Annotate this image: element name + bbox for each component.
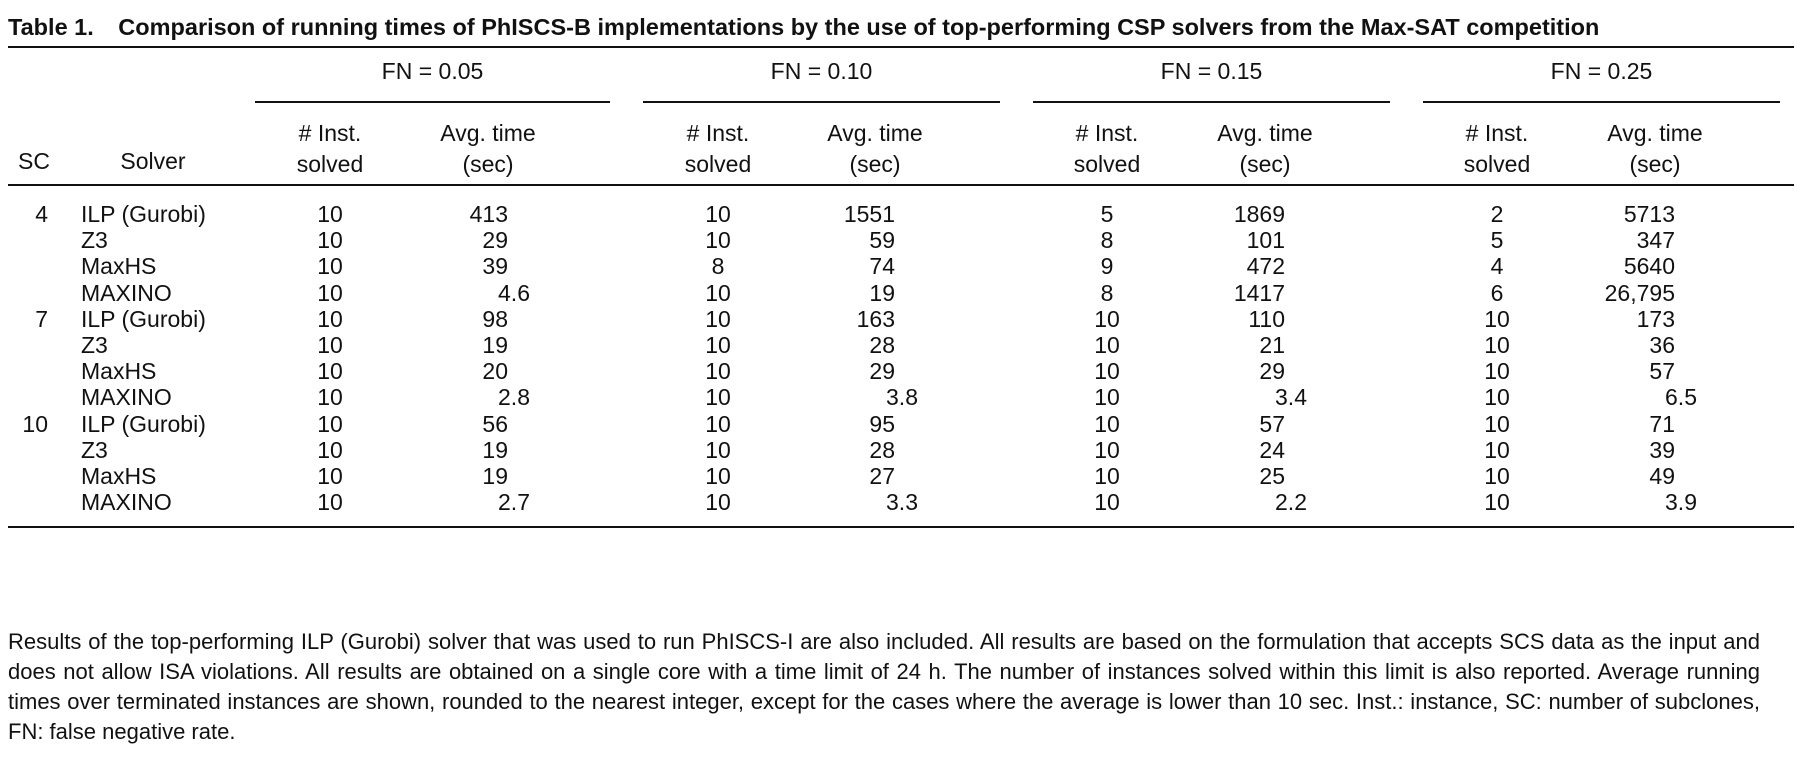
time-header-line1: Avg. time xyxy=(1607,120,1703,146)
cell-inst-solved: 10 xyxy=(1094,463,1120,489)
group-header-fn-025: FN = 0.25 xyxy=(1550,58,1653,84)
col-header-inst-solved xyxy=(1427,118,1567,180)
inst-header-line1: # Inst. xyxy=(686,120,750,146)
cell-inst-solved: 10 xyxy=(705,410,731,437)
cell-sc: 10 xyxy=(22,410,48,437)
cell-inst-solved: 10 xyxy=(317,279,343,306)
cell-avg-time: 39 xyxy=(482,253,508,280)
cell-inst-solved: 10 xyxy=(1094,436,1120,463)
cell-avg-time: 25 xyxy=(1259,463,1285,489)
cell-solver: ILP (Gurobi) xyxy=(81,201,206,227)
cell-inst-solved: 10 xyxy=(1094,489,1120,516)
cell-avg-time: 98 xyxy=(482,305,508,332)
cell-inst-solved: 10 xyxy=(1484,436,1510,463)
cell-avg-time: 413 xyxy=(469,201,508,227)
cell-inst-solved: 10 xyxy=(1484,332,1510,358)
cell-inst-solved: 10 xyxy=(317,332,343,358)
cell-inst-solved: 10 xyxy=(1094,332,1120,358)
cell-inst-solved: 10 xyxy=(1094,384,1120,411)
cell-avg-time: 101 xyxy=(1246,227,1285,254)
cell-inst-solved: 10 xyxy=(1484,463,1510,489)
cell-inst-solved: 10 xyxy=(317,463,343,489)
cell-avg-time: 1551 xyxy=(843,201,895,227)
table-label: Table 1. xyxy=(8,14,94,40)
cell-avg-time: 29 xyxy=(1259,358,1285,385)
cell-inst-solved: 10 xyxy=(317,305,343,332)
cell-solver: MaxHS xyxy=(81,253,157,280)
col-header-avg-time xyxy=(408,118,568,180)
cell-avg-time: 3.9 xyxy=(1665,489,1697,516)
cell-avg-time: 347 xyxy=(1636,227,1675,254)
cell-avg-time: 95 xyxy=(869,410,895,437)
cell-avg-time: 2.2 xyxy=(1275,489,1307,516)
cell-inst-solved: 10 xyxy=(705,332,731,358)
cell-inst-solved: 2 xyxy=(1490,201,1504,227)
table-title: Comparison of running times of PhISCS-B implementations by the use of top-performing CSP solvers from the Max-SAT competition xyxy=(118,14,1600,40)
top-rule xyxy=(8,46,1794,48)
cell-avg-time: 59 xyxy=(869,227,895,254)
cell-avg-time: 19 xyxy=(869,279,895,306)
cell-inst-solved: 8 xyxy=(1100,227,1114,254)
cell-avg-time: 27 xyxy=(869,463,895,489)
col-header-avg-time xyxy=(1185,118,1345,180)
cell-avg-time: 71 xyxy=(1649,410,1675,437)
inst-header-line2: solved xyxy=(296,151,364,177)
cell-inst-solved: 10 xyxy=(705,358,731,385)
cell-inst-solved: 10 xyxy=(705,489,731,516)
cell-inst-solved: 8 xyxy=(1100,279,1114,306)
cell-inst-solved: 10 xyxy=(1094,358,1120,385)
cell-avg-time: 3.8 xyxy=(886,384,918,411)
cell-inst-solved: 10 xyxy=(705,227,731,254)
time-header-line2: (sec) xyxy=(462,151,514,177)
cell-sc: 4 xyxy=(35,201,48,227)
cell-inst-solved: 10 xyxy=(317,410,343,437)
inst-header-line2: solved xyxy=(1463,151,1531,177)
cell-avg-time: 3.4 xyxy=(1275,384,1307,411)
cell-inst-solved: 10 xyxy=(1484,489,1510,516)
cell-avg-time: 19 xyxy=(482,332,508,358)
cell-solver: MaxHS xyxy=(81,463,157,489)
cell-avg-time: 36 xyxy=(1649,332,1675,358)
cell-solver: MAXINO xyxy=(81,384,172,411)
cell-inst-solved: 10 xyxy=(317,489,343,516)
cell-solver: Z3 xyxy=(81,227,108,254)
cell-solver: Z3 xyxy=(81,436,108,463)
group-rule-fn-015 xyxy=(1033,101,1390,103)
cell-inst-solved: 6 xyxy=(1490,279,1504,306)
cell-inst-solved: 10 xyxy=(705,463,731,489)
cell-inst-solved: 10 xyxy=(705,305,731,332)
time-header-line1: Avg. time xyxy=(440,120,536,146)
cell-avg-time: 20 xyxy=(482,358,508,385)
cell-inst-solved: 8 xyxy=(711,253,725,280)
cell-inst-solved: 10 xyxy=(1094,410,1120,437)
cell-inst-solved: 10 xyxy=(1094,305,1120,332)
cell-avg-time: 1869 xyxy=(1233,201,1285,227)
cell-avg-time: 19 xyxy=(482,463,508,489)
cell-inst-solved: 4 xyxy=(1490,253,1504,280)
cell-inst-solved: 10 xyxy=(705,279,731,306)
cell-inst-solved: 10 xyxy=(317,384,343,411)
group-rule-fn-025 xyxy=(1423,101,1780,103)
time-header-line2: (sec) xyxy=(1629,151,1681,177)
cell-avg-time: 26,795 xyxy=(1604,279,1675,306)
time-header-line2: (sec) xyxy=(1239,151,1291,177)
cell-avg-time: 1417 xyxy=(1233,279,1285,306)
cell-avg-time: 472 xyxy=(1246,253,1285,280)
cell-avg-time: 57 xyxy=(1649,358,1675,385)
cell-solver: ILP (Gurobi) xyxy=(81,305,206,332)
cell-avg-time: 3.3 xyxy=(886,489,918,516)
cell-avg-time: 173 xyxy=(1636,305,1675,332)
cell-avg-time: 57 xyxy=(1259,410,1285,437)
cell-inst-solved: 5 xyxy=(1100,201,1114,227)
inst-header-line1: # Inst. xyxy=(1075,120,1139,146)
header-rule xyxy=(8,184,1794,186)
cell-solver: ILP (Gurobi) xyxy=(81,410,206,437)
cell-solver: MAXINO xyxy=(81,279,172,306)
cell-avg-time: 19 xyxy=(482,436,508,463)
cell-inst-solved: 10 xyxy=(1484,305,1510,332)
cell-avg-time: 24 xyxy=(1259,436,1285,463)
cell-inst-solved: 10 xyxy=(317,227,343,254)
cell-inst-solved: 10 xyxy=(317,436,343,463)
table-footnote: Results of the top-performing ILP (Gurobi) solver that was used to run PhISCS-I are also included. All results are based on the formulation that accepts SCS data as the input and does not allow ISA violations. All results are obtained on a single core with a time limit of 24 h. The number of instances solved within this limit is also reported. Average running times over terminated instances are shown, rounded to the nearest integer, except for the cases where the average is lower than 10 sec. Inst.: instance, SC: number of subclones, FN: false negative rate. xyxy=(8,629,1760,744)
cell-avg-time: 2.8 xyxy=(498,384,530,411)
group-header-fn-015: FN = 0.15 xyxy=(1160,58,1263,84)
col-header-avg-time xyxy=(1575,118,1735,180)
cell-avg-time: 28 xyxy=(869,436,895,463)
cell-solver: MaxHS xyxy=(81,358,157,385)
col-header-inst-solved xyxy=(260,118,400,180)
cell-inst-solved: 10 xyxy=(705,384,731,411)
cell-avg-time: 29 xyxy=(869,358,895,385)
cell-solver: MAXINO xyxy=(81,489,172,516)
group-rule-fn-005 xyxy=(255,101,610,103)
cell-avg-time: 21 xyxy=(1259,332,1285,358)
cell-inst-solved: 10 xyxy=(317,201,343,227)
time-header-line2: (sec) xyxy=(849,151,901,177)
cell-inst-solved: 10 xyxy=(1484,358,1510,385)
cell-avg-time: 28 xyxy=(869,332,895,358)
time-header-line1: Avg. time xyxy=(827,120,923,146)
group-rule-fn-010 xyxy=(643,101,1000,103)
cell-inst-solved: 10 xyxy=(317,358,343,385)
cell-avg-time: 56 xyxy=(482,410,508,437)
cell-inst-solved: 10 xyxy=(317,253,343,280)
group-header-fn-005: FN = 0.05 xyxy=(381,58,484,84)
cell-inst-solved: 10 xyxy=(705,201,731,227)
cell-avg-time: 29 xyxy=(482,227,508,254)
cell-inst-solved: 10 xyxy=(705,436,731,463)
bottom-rule xyxy=(8,526,1794,528)
cell-avg-time: 6.5 xyxy=(1665,384,1697,411)
inst-header-line2: solved xyxy=(1073,151,1141,177)
table-caption xyxy=(8,12,1794,42)
cell-avg-time: 74 xyxy=(869,253,895,280)
cell-avg-time: 49 xyxy=(1649,463,1675,489)
col-header-inst-solved xyxy=(1037,118,1177,180)
cell-avg-time: 4.6 xyxy=(498,279,530,306)
cell-inst-solved: 9 xyxy=(1100,253,1114,280)
cell-avg-time: 5713 xyxy=(1623,201,1675,227)
cell-avg-time: 163 xyxy=(856,305,895,332)
inst-header-line1: # Inst. xyxy=(298,120,362,146)
time-header-line1: Avg. time xyxy=(1217,120,1313,146)
inst-header-line1: # Inst. xyxy=(1465,120,1529,146)
cell-avg-time: 2.7 xyxy=(498,489,530,516)
cell-avg-time: 39 xyxy=(1649,436,1675,463)
col-header-solver: Solver xyxy=(120,148,186,174)
col-header-sc: SC xyxy=(18,148,50,174)
group-header-fn-010: FN = 0.10 xyxy=(770,58,873,84)
cell-inst-solved: 5 xyxy=(1490,227,1504,254)
cell-avg-time: 110 xyxy=(1248,305,1285,332)
inst-header-line2: solved xyxy=(684,151,752,177)
cell-inst-solved: 10 xyxy=(1484,410,1510,437)
col-header-inst-solved xyxy=(648,118,788,180)
col-header-avg-time xyxy=(795,118,955,180)
cell-avg-time: 5640 xyxy=(1623,253,1675,280)
cell-solver: Z3 xyxy=(81,332,108,358)
cell-sc: 7 xyxy=(35,305,48,332)
cell-inst-solved: 10 xyxy=(1484,384,1510,411)
